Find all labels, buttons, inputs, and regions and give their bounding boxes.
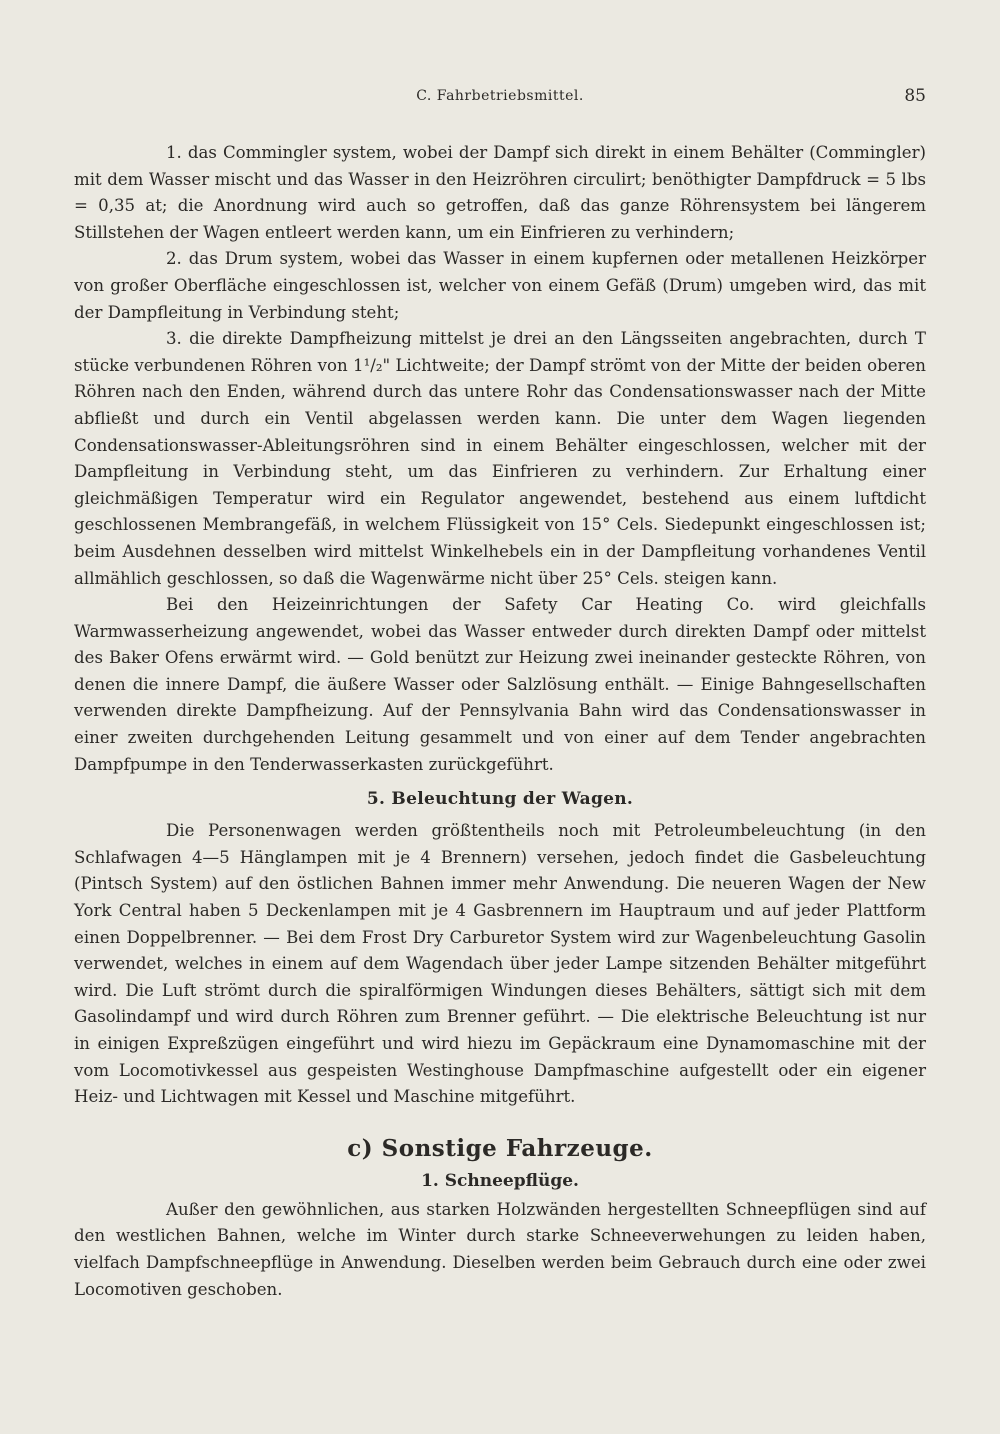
page-header [74, 88, 926, 114]
paragraph-car-lighting: Die Personenwagen werden größtentheils noch mit Petroleumbeleuchtung (in den Schlafwagen 4—5 Hänglampen mit je 4 Brennern) versehen, jedoch findet die Gasbeleuchtung (Pintsch System) auf den östlichen Bahnen immer mehr Anwendung. Die neueren Wagen der New York Central haben 5 Deckenlampen mit je 4 Gasbrennern im Hauptraum und auf jeder Plattform einen Doppelbrenner. — Bei dem Frost Dry Carburetor System wird zur Wagenbeleuchtung Gasolin verwendet, welches in einem auf dem Wagendach über jeder Lampe sitzenden Behälter mitgeführt wird. Die Luft strömt durch die spiralförmigen Windungen dieses Behälters, sättigt sich mit dem Gasolindampf und wird durch Röhren zum Brenner geführt. — Die elektrische Beleuchtung ist nur in einigen Expreßzügen eingeführt und wird hiezu im Gepäckraum eine Dynamomaschine mit der vom Locomotivkessel aus gespeisten Westinghouse Dampfmaschine aufgestellt oder ein eigener Heiz- und Lichtwagen mit Kessel und Maschine mitgeführt. [74, 821, 926, 1107]
running-head: C. Fahrbetriebsmittel. [416, 88, 584, 104]
paragraph-commingler-system: 1. das Commingler system, wobei der Dampf sich direkt in einem Behälter (Commingler) mit dem Wasser mischt und das Wasser in den Heizröhren circulirt; benöthigter Dampfdruck = 5 lbs = 0,35 at; die Anordnung wird auch so getroffen, daß das ganze Röhrensystem bei längerem Stillstehen der Wagen entleert werden kann, um ein Einfrieren zu verhindern; [74, 143, 926, 242]
paragraph-snowplows: Außer den gewöhnlichen, aus starken Holzwänden hergestellten Schneepflügen sind auf den westlichen Bahnen, welche im Winter durch starke Schneeverwehungen zu leiden haben, vielfach Dampfschneepflüge in Anwendung. Dieselben werden beim Gebrauch durch eine oder zwei Locomotiven geschoben. [74, 1199, 926, 1299]
subsection-heading-snowplows: 1. Schneepflüge. [421, 1170, 579, 1191]
paragraph-direct-steam-heating: 3. die direkte Dampfheizung mittelst je drei an den Längsseiten angebrachten, durch T stücke verbundenen Röhren von 1¹/₂" Lichtweite; der Dampf strömt von der Mitte der beiden oberen Röhren nach den Enden, während durch das untere Rohr das Condensationswasser nach der Mitte abfließt und durch ein Ventil abgelassen werden kann. Die unter dem Wagen liegenden Condensationswasser-Ableitungsröhren sind in einem Behälter eingeschlossen, welcher mit der Dampfleitung in Verbindung steht, um das Einfrieren zu verhindern. Zur Erhaltung einer gleichmäßigen Temperatur wird ein Regulator angewendet, bestehend aus einem luftdicht geschlossenen Membrangefäß, in welchem Flüssigkeit von 15° Cels. Siedepunkt eingeschlossen ist; beim Ausdehnen desselben wird mittelst Winkelhebels ein in der Dampfleitung vorhandenes Ventil allmählich geschlossen, so daß die Wagenwärme nicht über 25° Cels. steigen kann. [74, 329, 926, 588]
page-number: 85 [904, 86, 926, 106]
section-heading-other-vehicles: c) Sonstige Fahrzeuge. [347, 1134, 653, 1162]
paragraph-drum-system: 2. das Drum system, wobei das Wasser in einem kupfernen oder metallenen Heizkörper von großer Oberfläche eingeschlossen ist, welcher von einem Gefäß (Drum) umgeben wird, das mit der Dampfleitung in Verbindung steht; [74, 249, 926, 322]
section-heading-lighting: 5. Beleuchtung der Wagen. [366, 789, 634, 810]
page-body [74, 140, 926, 1303]
paragraph-safety-car-heating: Bei den Heizeinrichtungen der Safety Car Heating Co. wird gleichfalls Warmwasserheizung angewendet, wobei das Wasser entweder durch direkten Dampf oder mittelst des Baker Ofens erwärmt wird. — Gold benützt zur Heizung zwei ineinander gesteckte Röhren, von denen die innere Dampf, die äußere Wasser oder Salzlösung enthält. — Einige Bahngesellschaften verwenden direkte Dampfheizung. Auf der Pennsylvania Bahn wird das Condensationswasser in einer zweiten durchgehenden Leitung gesammelt und von einer auf dem Tender angebrachten Dampfpumpe in den Tenderwasserkasten zurückgeführt. [74, 595, 926, 774]
